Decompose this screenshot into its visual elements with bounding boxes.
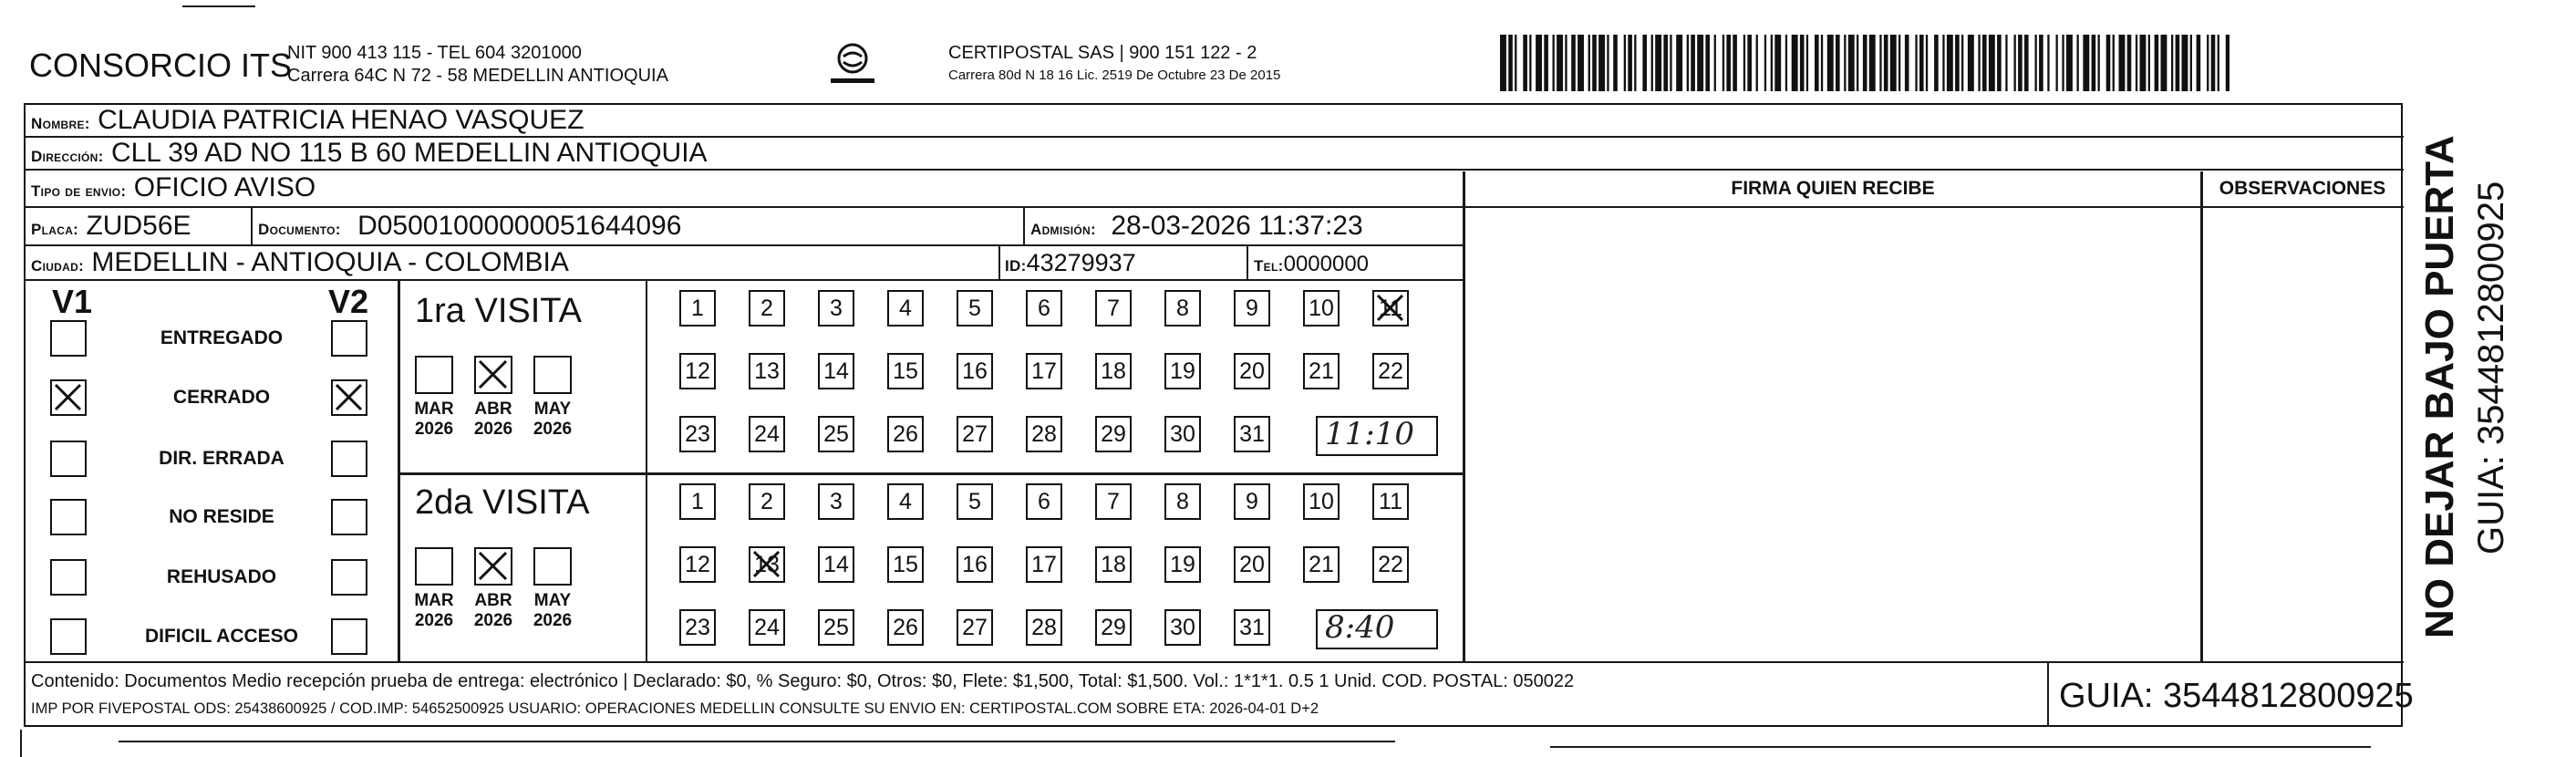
tel-label: Tel: [1254,257,1284,275]
firma-label: FIRMA QUIEN RECIBE [1731,178,1935,199]
day-box[interactable]: 17 [1026,353,1062,389]
visit-1-title: 1ra VISITA [415,292,583,330]
barcode [1500,35,2229,91]
tipo-label: Tipo de envio: [31,182,127,200]
day-box[interactable]: 12 [679,546,716,583]
day-box[interactable]: 24 [749,416,785,452]
month-checkbox[interactable] [415,547,453,586]
visit-2-title: 2da VISITA [415,483,590,522]
day-box[interactable]: 18 [1095,353,1132,389]
day-box[interactable]: 28 [1026,609,1062,646]
day-box[interactable]: 22 [1372,353,1409,389]
day-box[interactable]: 23 [679,609,716,646]
v2-checkbox[interactable] [331,618,367,655]
day-box[interactable]: 10 [1303,290,1340,327]
day-box[interactable]: 5 [957,483,993,520]
courier-license: Carrera 80d N 18 16 Lic. 2519 De Octubre 23 De 2015 [948,67,1281,83]
status-option-label: CERRADO [172,387,271,408]
day-box[interactable]: 7 [1095,290,1132,327]
status-option-label: DIFICIL ACCESO [144,626,298,647]
courier-name: CERTIPOSTAL SAS | 900 151 122 - 2 [948,43,1257,63]
day-box[interactable]: 18 [1095,546,1132,583]
day-box[interactable]: 12 [679,353,716,389]
status-option-label: NO RESIDE [169,506,274,527]
day-box[interactable]: 13 [749,353,785,389]
nombre-row [31,104,585,140]
footer-guia: GUIA: 3544812800925 [2059,677,2414,715]
v1-checkbox[interactable] [50,559,87,596]
day-box[interactable]: 23 [679,416,716,452]
placa-label: Placa: [31,221,79,238]
day-box[interactable]: 9 [1234,483,1270,520]
ciudad-label: Ciudad: [31,257,85,275]
day-box[interactable]: 4 [887,290,924,327]
day-box[interactable]: 31 [1234,609,1270,646]
day-box[interactable]: 10 [1303,483,1340,520]
handwritten-time: 8:40 [1325,609,1395,646]
day-box[interactable]: 26 [887,609,924,646]
day-box[interactable]: 1 [679,483,716,520]
month-label: ABR [474,399,512,419]
day-box[interactable]: 27 [957,609,993,646]
documento-row [258,210,681,246]
month-year: 2026 [533,611,573,630]
side-guia: GUIA: 3544812800925 [2471,181,2511,555]
day-box[interactable]: 6 [1026,483,1062,520]
day-box[interactable]: 15 [887,546,924,583]
day-box[interactable]: 3 [818,290,854,327]
observaciones-label: OBSERVACIONES [2219,178,2386,199]
v1-checkbox[interactable] [50,441,87,477]
day-box[interactable]: 20 [1234,546,1270,583]
v1-checkbox[interactable] [50,320,87,357]
month-year: 2026 [533,420,573,439]
month-label: MAY [533,399,572,419]
footer-contenido: Contenido: Documentos Medio recepción prueba de entrega: electrónico | Declarado: $0, % Seguro: $0, Otros: $0, Flete: $1,500, Total: $1,500. Vol.: 1*1*1. 0.5 1 Unid. COD. POSTAL: 050022 [31,671,1575,691]
day-box[interactable]: 30 [1164,609,1201,646]
day-box[interactable]: 25 [818,609,854,646]
tipo-value: OFICIO AVISO [133,172,316,202]
v2-header: V2 [328,283,369,320]
time-box [1316,609,1438,649]
month-checkbox[interactable] [533,356,572,394]
day-box[interactable]: 14 [818,546,854,583]
day-box[interactable]: 26 [887,416,924,452]
day-box[interactable]: 25 [818,416,854,452]
day-box[interactable]: 4 [887,483,924,520]
day-box[interactable]: 21 [1303,546,1340,583]
day-box[interactable]: 19 [1164,546,1201,583]
day-box[interactable]: 1 [679,290,716,327]
documento-label: Documento: [258,221,341,238]
company-address: Carrera 64C N 72 - 58 MEDELLIN ANTIOQUIA [287,66,668,86]
day-box[interactable]: 30 [1164,416,1201,452]
id-row [1005,246,1136,283]
direccion-row [31,137,708,173]
month-label: ABR [474,591,512,610]
direccion-value: CLL 39 AD NO 115 B 60 MEDELLIN ANTIOQUIA [110,138,708,168]
nombre-label: Nombre: [31,115,90,132]
admision-label: Admisión: [1030,221,1096,238]
status-option-label: REHUSADO [166,566,277,587]
day-box[interactable]: 17 [1026,546,1062,583]
day-box[interactable]: 8 [1164,290,1201,327]
month-year: 2026 [473,420,513,439]
v2-checkbox[interactable] [331,559,367,596]
handwritten-time: 11:10 [1325,416,1414,452]
v1-checkbox[interactable] [50,618,87,655]
v2-checkbox[interactable] [331,379,367,416]
placa-value: ZUD56E [86,211,191,241]
tel-row [1254,248,1369,283]
day-box[interactable]: 11 [1372,290,1409,327]
nombre-value: CLAUDIA PATRICIA HENAO VASQUEZ [98,105,585,135]
status-option-label: ENTREGADO [160,327,284,348]
id-value: 43279937 [1026,249,1136,276]
day-box[interactable]: 15 [887,353,924,389]
tipo-row [31,171,316,208]
day-box[interactable]: 14 [818,353,854,389]
day-box[interactable]: 2 [749,290,785,327]
day-box[interactable]: 7 [1095,483,1132,520]
day-box[interactable]: 16 [957,353,993,389]
day-box[interactable]: 16 [957,546,993,583]
status-option-label: DIR. ERRADA [159,448,284,469]
month-label: MAR [414,399,454,419]
month-checkbox[interactable] [415,356,453,394]
company-name: CONSORCIO ITS [29,47,293,84]
month-year: 2026 [414,420,454,439]
day-box[interactable]: 20 [1234,353,1270,389]
day-box[interactable]: 24 [749,609,785,646]
day-box[interactable]: 5 [957,290,993,327]
day-box[interactable]: 31 [1234,416,1270,452]
day-box[interactable]: 11 [1372,483,1409,520]
month-label: MAR [414,591,454,610]
day-box[interactable]: 9 [1234,290,1270,327]
placa-row [31,210,191,246]
footer-imp: IMP POR FIVEPOSTAL ODS: 25438600925 / COD.IMP: 54652500925 USUARIO: OPERACIONES MEDELLIN CONSULTE SU ENVIO EN: CERTIPOSTAL.COM SOBRE ETA: 2026-04-01 D+2 [31,700,1319,717]
day-box[interactable]: 19 [1164,353,1201,389]
day-box[interactable]: 28 [1026,416,1062,452]
day-box[interactable]: 21 [1303,353,1340,389]
day-box[interactable]: 22 [1372,546,1409,583]
day-box[interactable]: 29 [1095,609,1132,646]
day-box[interactable]: 29 [1095,416,1132,452]
day-box[interactable]: 27 [957,416,993,452]
month-year: 2026 [473,611,513,630]
day-box[interactable]: 6 [1026,290,1062,327]
v1-checkbox[interactable] [50,499,87,535]
documento-value: D05001000000051644096 [357,211,682,241]
time-box [1316,416,1438,456]
admision-value: 28-03-2026 11:37:23 [1111,211,1363,241]
day-box[interactable]: 13 [749,546,785,583]
direccion-label: Dirección: [31,148,104,165]
day-box[interactable]: 3 [818,483,854,520]
company-nit: NIT 900 413 115 - TEL 604 3201000 [287,43,582,63]
ciudad-value: MEDELLIN - ANTIOQUIA - COLOMBIA [91,247,569,277]
v2-checkbox[interactable] [331,441,367,477]
v2-checkbox[interactable] [331,320,367,357]
day-box[interactable]: 2 [749,483,785,520]
ciudad-row [31,246,569,283]
day-box[interactable]: 8 [1164,483,1201,520]
month-year: 2026 [414,611,454,630]
v2-checkbox[interactable] [331,499,367,535]
side-warning: NO DEJAR BAJO PUERTA [2417,135,2462,638]
admision-row [1030,210,1363,246]
v1-checkbox[interactable] [50,379,87,416]
month-checkbox[interactable] [474,547,512,586]
month-label: MAY [533,591,572,610]
tel-value: 0000000 [1283,252,1370,276]
month-checkbox[interactable] [474,356,512,394]
id-label: ID: [1005,257,1027,275]
month-checkbox[interactable] [533,547,572,586]
certipostal-logo [825,38,880,93]
v1-header: V1 [52,283,93,320]
